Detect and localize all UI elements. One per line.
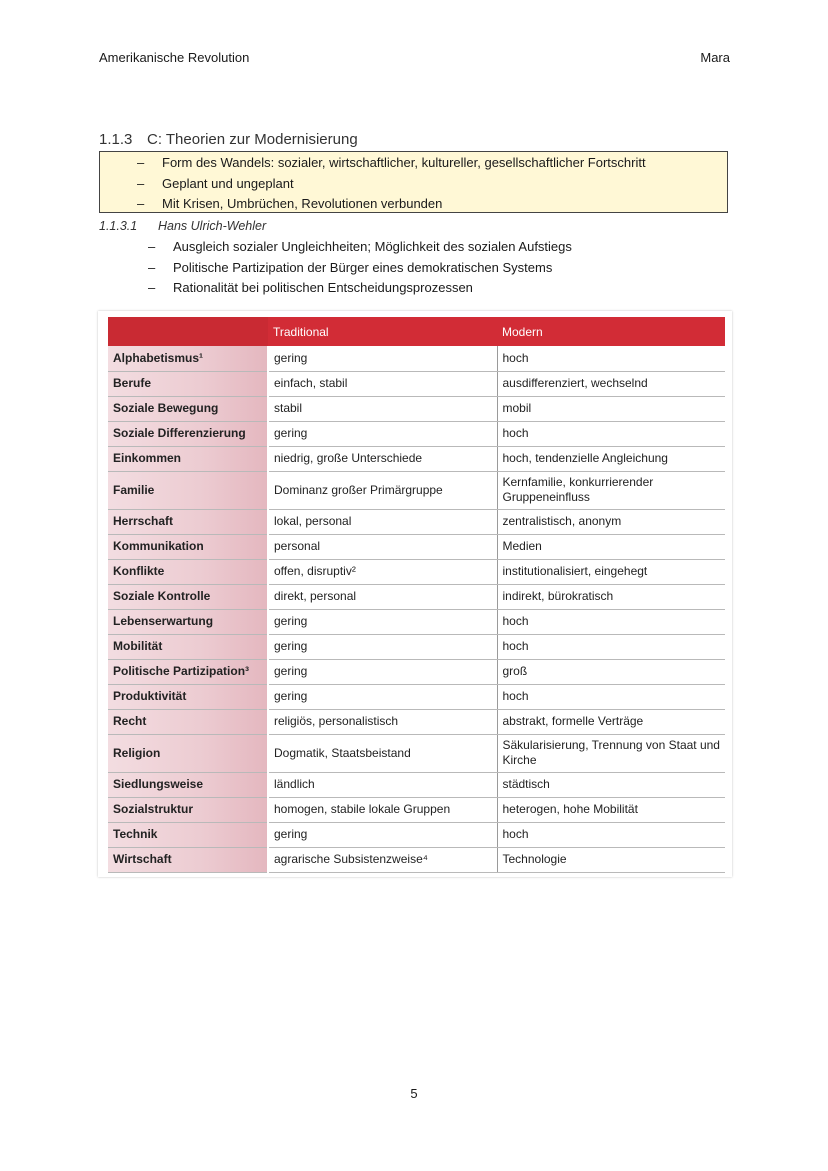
table-row xyxy=(108,584,725,609)
table-row xyxy=(108,396,725,421)
subsection-title: Hans Ulrich-Wehler xyxy=(158,219,267,233)
highlight-box xyxy=(99,151,728,213)
cell-category: Familie xyxy=(108,471,268,509)
dash-icon: – xyxy=(137,155,145,170)
subsection-number: 1.1.3.1 xyxy=(99,219,138,233)
page-number: 5 xyxy=(410,1086,418,1101)
cell-traditional: lokal, personal xyxy=(268,509,497,534)
cell-traditional: niedrig, große Unterschiede xyxy=(268,446,497,471)
cell-traditional: Dominanz großer Primärgruppe xyxy=(268,471,497,509)
cell-modern: zentralistisch, anonym xyxy=(497,509,725,534)
table-row xyxy=(108,446,725,471)
cell-category: Mobilität xyxy=(108,634,268,659)
cell-category: Sozialstruktur xyxy=(108,797,268,822)
table-row xyxy=(108,772,725,797)
cell-modern: Kernfamilie, konkurrierender Gruppeneinfluss xyxy=(497,471,725,509)
cell-category: Siedlungsweise xyxy=(108,772,268,797)
section-title: C: Theorien zur Modernisierung xyxy=(147,131,358,148)
cell-modern: ausdifferenziert, wechselnd xyxy=(497,371,725,396)
cell-category: Soziale Kontrolle xyxy=(108,584,268,609)
cell-category: Technik xyxy=(108,822,268,847)
cell-modern: Technologie xyxy=(497,847,725,872)
dash-icon: – xyxy=(137,196,145,211)
dash-icon: – xyxy=(148,239,156,254)
cell-traditional: Dogmatik, Staatsbeistand xyxy=(268,734,497,772)
table-row xyxy=(108,822,725,847)
table-row xyxy=(108,559,725,584)
cell-category: Recht xyxy=(108,709,268,734)
highlight-item: – Form des Wandels: sozialer, wirtschaftlicher, kultureller, gesellschaftlicher Fortschritt xyxy=(100,153,727,174)
cell-modern: heterogen, hohe Mobilität xyxy=(497,797,725,822)
cell-category: Herrschaft xyxy=(108,509,268,534)
table-row xyxy=(108,634,725,659)
cell-category: Religion xyxy=(108,734,268,772)
table-row xyxy=(108,847,725,872)
section-number: 1.1.3 xyxy=(99,131,133,148)
cell-category: Kommunikation xyxy=(108,534,268,559)
table-row xyxy=(108,346,725,371)
cell-modern: Medien xyxy=(497,534,725,559)
dash-icon: – xyxy=(148,280,156,295)
list-item: – Rationalität bei politischen Entscheidungsprozessen xyxy=(99,278,728,299)
table-row xyxy=(108,509,725,534)
cell-traditional: agrarische Subsistenzweise⁴ xyxy=(268,847,497,872)
cell-modern: abstrakt, formelle Verträge xyxy=(497,709,725,734)
cell-modern: mobil xyxy=(497,396,725,421)
cell-category: Einkommen xyxy=(108,446,268,471)
cell-traditional: religiös, personalistisch xyxy=(268,709,497,734)
cell-modern: hoch xyxy=(497,634,725,659)
column-header-modern: Modern xyxy=(497,317,725,346)
cell-traditional: ländlich xyxy=(268,772,497,797)
cell-traditional: homogen, stabile lokale Gruppen xyxy=(268,797,497,822)
table-corner-cell xyxy=(108,317,268,346)
dash-icon: – xyxy=(148,259,156,275)
column-header-traditional: Traditional xyxy=(268,317,497,346)
table-body xyxy=(108,346,725,873)
cell-traditional: gering xyxy=(268,609,497,634)
table-header-row xyxy=(108,317,725,346)
table-row xyxy=(108,371,725,396)
highlight-item: – Geplant und ungeplant xyxy=(100,174,727,195)
cell-traditional: gering xyxy=(268,634,497,659)
table-row xyxy=(108,471,725,509)
table-row xyxy=(108,609,725,634)
cell-traditional: gering xyxy=(268,421,497,446)
highlight-item: – Mit Krisen, Umbrüchen, Revolutionen verbunden xyxy=(100,194,727,215)
table-row xyxy=(108,734,725,772)
table-photo xyxy=(98,311,732,877)
cell-category: Berufe xyxy=(108,371,268,396)
cell-category: Soziale Differenzierung xyxy=(108,421,268,446)
cell-category: Soziale Bewegung xyxy=(108,396,268,421)
table-row xyxy=(108,797,725,822)
subsection-list xyxy=(99,237,728,299)
cell-category: Konflikte xyxy=(108,559,268,584)
cell-modern: hoch xyxy=(497,346,725,371)
table-row xyxy=(108,534,725,559)
header-title: Amerikanische Revolution xyxy=(99,50,250,65)
cell-category: Lebenserwartung xyxy=(108,609,268,634)
cell-modern: indirekt, bürokratisch xyxy=(497,584,725,609)
cell-modern: groß xyxy=(497,659,725,684)
section-heading xyxy=(99,131,358,148)
cell-traditional: offen, disruptiv² xyxy=(268,559,497,584)
cell-modern: hoch xyxy=(497,822,725,847)
cell-traditional: personal xyxy=(268,534,497,559)
cell-modern: Säkularisierung, Trennung von Staat und Kirche xyxy=(497,734,725,772)
cell-traditional: gering xyxy=(268,822,497,847)
cell-traditional: gering xyxy=(268,684,497,709)
cell-traditional: einfach, stabil xyxy=(268,371,497,396)
header-author: Mara xyxy=(700,50,730,65)
dash-icon: – xyxy=(137,175,145,191)
cell-traditional: gering xyxy=(268,346,497,371)
table-row xyxy=(108,421,725,446)
cell-category: Politische Partizipation³ xyxy=(108,659,268,684)
cell-modern: hoch xyxy=(497,609,725,634)
cell-traditional: stabil xyxy=(268,396,497,421)
cell-traditional: gering xyxy=(268,659,497,684)
cell-modern: hoch xyxy=(497,421,725,446)
list-item: – Ausgleich sozialer Ungleichheiten; Möglichkeit des sozialen Aufstiegs xyxy=(99,237,728,258)
modernization-table xyxy=(108,317,725,873)
table-row xyxy=(108,684,725,709)
list-item: – Politische Partizipation der Bürger eines demokratischen Systems xyxy=(99,258,728,279)
table-row xyxy=(108,659,725,684)
cell-modern: hoch xyxy=(497,684,725,709)
cell-category: Wirtschaft xyxy=(108,847,268,872)
subsection-heading xyxy=(99,219,266,233)
cell-modern: institutionalisiert, eingehegt xyxy=(497,559,725,584)
cell-modern: städtisch xyxy=(497,772,725,797)
table-row xyxy=(108,709,725,734)
cell-traditional: direkt, personal xyxy=(268,584,497,609)
cell-modern: hoch, tendenzielle Angleichung xyxy=(497,446,725,471)
cell-category: Alphabetismus¹ xyxy=(108,346,268,371)
cell-category: Produktivität xyxy=(108,684,268,709)
